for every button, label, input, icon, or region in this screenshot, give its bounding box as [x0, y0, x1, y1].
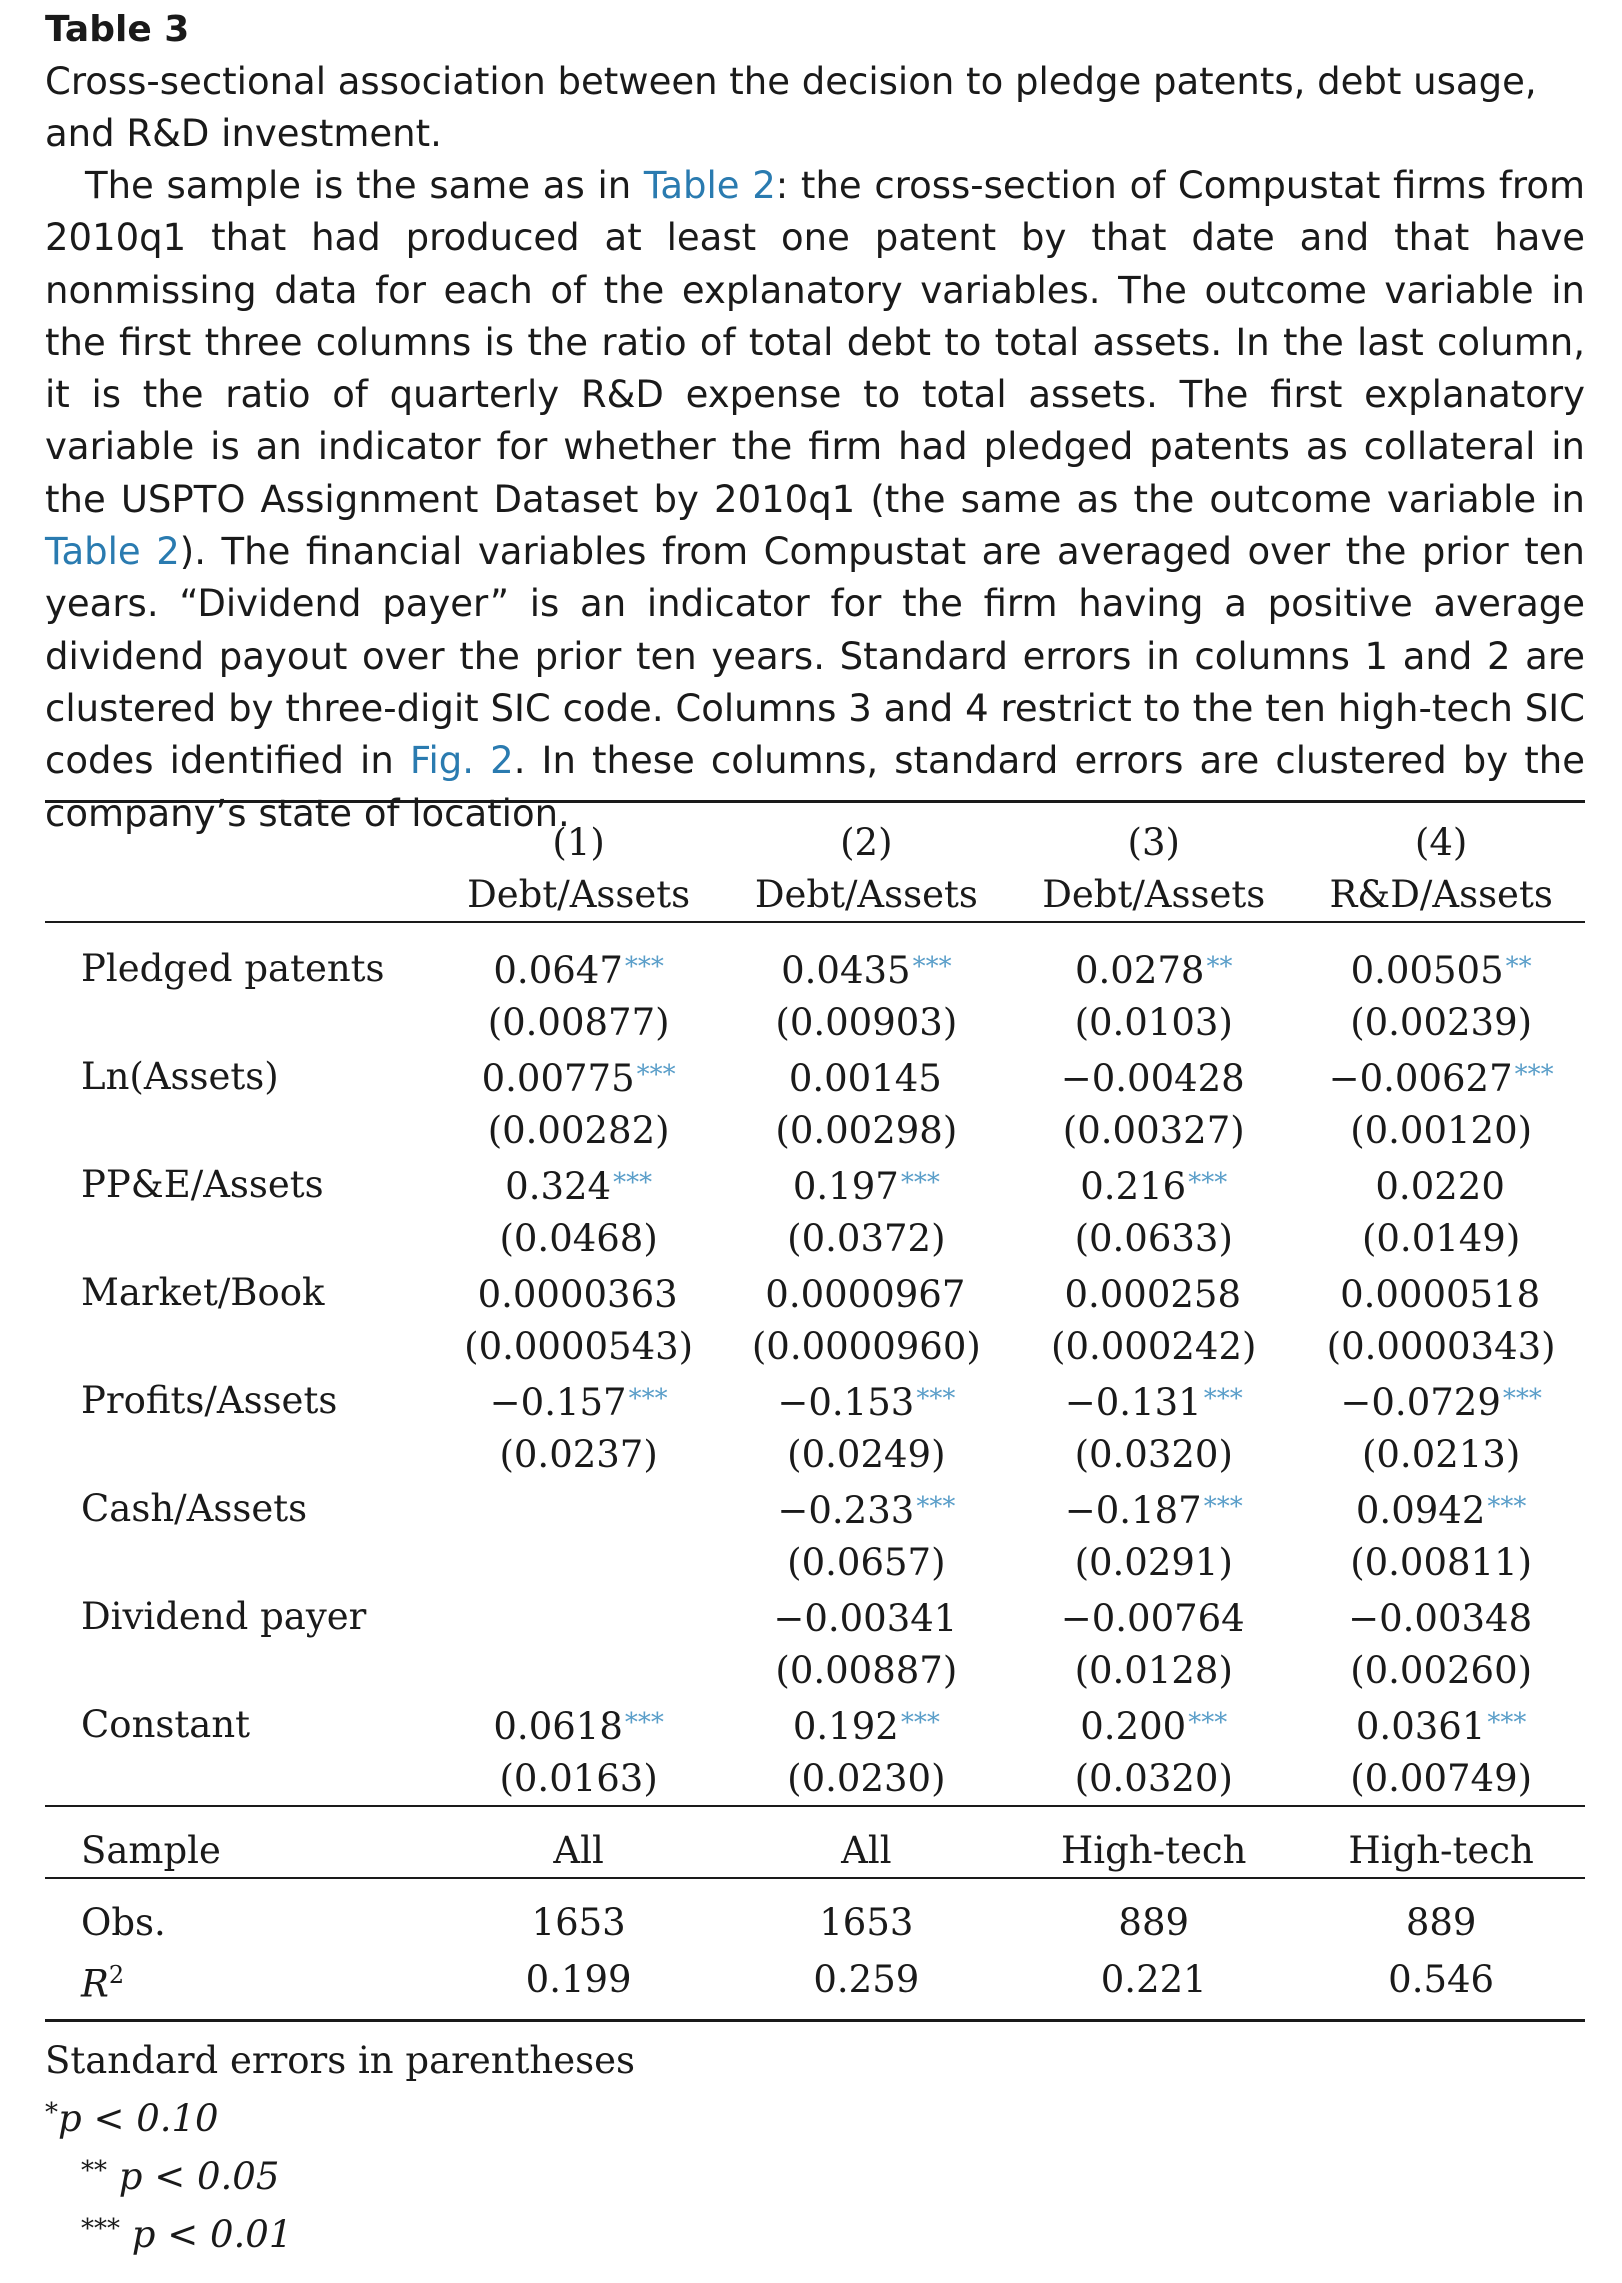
row-label: Market/Book — [81, 1271, 325, 1314]
coef-value: −0.00764 — [1060, 1597, 1245, 1640]
row-label: PP&E/Assets — [81, 1163, 324, 1206]
coef-value: 0.200 — [1080, 1705, 1187, 1748]
star-symbol: ** — [81, 2156, 107, 2186]
sig-text: p < 0.01 — [131, 2213, 293, 2256]
se-row — [45, 1753, 1585, 1806]
significance-stars: *** — [624, 1708, 664, 1738]
significance-stars: *** — [916, 1492, 956, 1522]
se-value: (0.0230) — [787, 1757, 946, 1800]
se-value: (0.0163) — [499, 1757, 658, 1800]
r2-label-sup: 2 — [108, 1961, 125, 1989]
coef-value: 0.0000967 — [765, 1273, 966, 1316]
coef-row — [45, 1157, 1585, 1213]
se-value: (0.00239) — [1350, 1001, 1533, 1044]
se-value: (0.0103) — [1074, 1001, 1233, 1044]
significance-stars: *** — [1188, 1708, 1228, 1738]
obs-value: 889 — [1405, 1901, 1477, 1944]
caption-text: : the cross-section of Compustat firms from 2010q1 that had produced at least one patent by that date and that have nonmissing data for each of the explanatory variables. The outcome variable in the first three columns is the ratio of total debt to total assets. In the last column, it is the ratio of quarterly R&D expense to total assets. The first explanatory variable is an indicator for whether the firm had pledged patents as collateral in the USPTO Assignment Dataset by 2010q1 (the same as the outcome variable in — [45, 164, 1585, 521]
se-row — [45, 1213, 1585, 1265]
significance-stars: *** — [916, 1384, 956, 1414]
coef-value: −0.00341 — [773, 1597, 958, 1640]
column-label-row — [45, 869, 1585, 922]
coef-value: −0.0729 — [1340, 1381, 1501, 1424]
coef-value: −0.00627 — [1328, 1057, 1513, 1100]
significance-stars: *** — [1487, 1492, 1527, 1522]
coef-row — [45, 941, 1585, 997]
coef-value: −0.153 — [777, 1381, 915, 1424]
coef-cell — [1297, 1157, 1585, 1213]
sample-value: High-tech — [1348, 1829, 1534, 1872]
se-row — [45, 1537, 1585, 1589]
coef-cell — [722, 1373, 1010, 1429]
significance-stars: *** — [1502, 1384, 1542, 1414]
coef-value: 0.0220 — [1375, 1165, 1505, 1208]
coef-cell — [1297, 1049, 1585, 1105]
significance-stars: *** — [628, 1384, 668, 1414]
coef-cell — [435, 1373, 723, 1429]
sig-text: p < 0.10 — [58, 2097, 219, 2140]
coef-value: 0.216 — [1080, 1165, 1187, 1208]
coef-value: 0.0278 — [1075, 949, 1205, 992]
se-value: (0.00811) — [1350, 1541, 1533, 1584]
coef-cell — [435, 1157, 723, 1213]
se-value: (0.0000343) — [1326, 1325, 1556, 1368]
sig-text: p < 0.05 — [118, 2155, 280, 2198]
se-value: (0.00298) — [775, 1109, 958, 1152]
coef-cell — [1010, 941, 1297, 997]
significance-stars: *** — [900, 1708, 940, 1738]
coef-cell — [1297, 1373, 1585, 1429]
se-value: (0.00260) — [1350, 1649, 1533, 1692]
table-2-link[interactable]: Table 2 — [45, 530, 180, 574]
coef-cell — [722, 941, 1010, 997]
significance-stars: *** — [900, 1168, 940, 1198]
caption-text: ). The financial variables from Compustat are averaged over the prior ten years. “Dividend payer” is an indicator for the firm having a positive average dividend payout over the prior ten years. Standard errors in columns 1 and 2 are clustered by three-digit SIC code. Columns 3 and 4 restrict to the ten high-tech SIC codes identified in — [45, 530, 1585, 783]
r2-value: 0.221 — [1100, 1957, 1207, 2001]
coef-cell — [435, 1265, 723, 1321]
r2-value: 0.199 — [525, 1957, 632, 2001]
se-value: (0.00120) — [1350, 1109, 1533, 1152]
column-label: R&D/Assets — [1329, 873, 1553, 916]
coef-cell — [1010, 1373, 1297, 1429]
r2-value: 0.259 — [813, 1957, 920, 2001]
table-label: Table 3 — [45, 9, 190, 50]
coef-row — [45, 1373, 1585, 1429]
column-number: (3) — [1127, 821, 1180, 864]
se-value: (0.0000960) — [751, 1325, 981, 1368]
se-value: (0.0372) — [787, 1217, 946, 1260]
coef-row — [45, 1481, 1585, 1537]
se-note: Standard errors in parentheses — [45, 2039, 636, 2082]
se-row — [45, 997, 1585, 1049]
star-symbol: * — [45, 2098, 58, 2128]
column-label: Debt/Assets — [754, 873, 978, 916]
se-value: (0.0128) — [1074, 1649, 1233, 1692]
column-label: Debt/Assets — [1042, 873, 1266, 916]
coef-value: 0.324 — [505, 1165, 612, 1208]
obs-row — [45, 1897, 1585, 1949]
coef-value: 0.197 — [792, 1165, 899, 1208]
coef-value: 0.00145 — [788, 1057, 942, 1100]
coef-cell — [435, 1589, 723, 1645]
coef-value: 0.0361 — [1355, 1705, 1486, 1748]
se-value: (0.0657) — [787, 1541, 946, 1584]
coef-value: −0.131 — [1064, 1381, 1202, 1424]
se-value: (0.00327) — [1062, 1109, 1245, 1152]
column-number: (1) — [552, 821, 605, 864]
significance-stars: *** — [613, 1168, 653, 1198]
se-row — [45, 1105, 1585, 1157]
row-label: Constant — [81, 1703, 251, 1746]
se-value: (0.0213) — [1361, 1433, 1521, 1476]
coef-cell — [1297, 1481, 1585, 1537]
se-value: (0.000242) — [1051, 1325, 1257, 1368]
coef-cell — [435, 1049, 723, 1105]
coef-value: 0.00505 — [1350, 949, 1504, 992]
coef-cell — [1010, 1589, 1297, 1645]
coef-value: 0.000258 — [1064, 1273, 1241, 1316]
se-value: (0.00903) — [775, 1001, 958, 1044]
coef-value: 0.0647 — [493, 949, 623, 992]
se-value: (0.0149) — [1361, 1217, 1521, 1260]
caption-text: . In these columns, standard errors are clustered by the company’s state of location. — [45, 739, 1586, 835]
coef-row — [45, 1589, 1585, 1645]
sample-value: High-tech — [1061, 1829, 1247, 1872]
coef-value: 0.0618 — [493, 1705, 623, 1748]
se-value — [435, 1537, 723, 1589]
coef-cell — [722, 1265, 1010, 1321]
sig-note-10 — [45, 2087, 635, 2145]
star-symbol: *** — [81, 2214, 120, 2244]
obs-value: 889 — [1118, 1901, 1190, 1944]
significance-stars: *** — [1514, 1060, 1554, 1090]
se-row — [45, 1429, 1585, 1481]
table-2-link[interactable]: Table 2 — [643, 164, 776, 207]
coef-value: 0.192 — [792, 1705, 899, 1748]
coef-value: 0.0435 — [781, 949, 911, 992]
coef-cell — [1297, 1589, 1585, 1645]
sample-value: All — [841, 1829, 892, 1872]
sample-value: All — [553, 1829, 604, 1872]
coef-row — [45, 1049, 1585, 1105]
significance-stars: *** — [912, 952, 952, 982]
column-number: (2) — [840, 821, 893, 864]
significance-stars: *** — [1188, 1168, 1228, 1198]
se-value: (0.0249) — [787, 1433, 946, 1476]
coef-cell — [722, 1481, 1010, 1537]
coef-cell — [722, 1049, 1010, 1105]
coef-cell — [722, 1157, 1010, 1213]
coef-value: −0.00348 — [1348, 1597, 1533, 1640]
se-value: (0.00749) — [1350, 1757, 1533, 1800]
coef-cell — [1010, 1157, 1297, 1213]
coef-value: 0.00775 — [481, 1057, 635, 1100]
column-number: (4) — [1414, 821, 1468, 864]
table-notes — [45, 2035, 635, 2261]
column-number-row — [45, 817, 1585, 869]
se-value: (0.0291) — [1074, 1541, 1233, 1584]
table-caption — [45, 0, 1585, 840]
row-label: Pledged patents — [81, 947, 385, 990]
coef-value: −0.233 — [777, 1489, 915, 1532]
caption-body — [45, 160, 1585, 840]
coef-cell — [1010, 1481, 1297, 1537]
coef-cell — [722, 1697, 1010, 1753]
se-value: (0.0000543) — [464, 1325, 694, 1368]
significance-stars: ** — [1206, 952, 1233, 982]
se-row — [45, 1645, 1585, 1697]
significance-stars: *** — [624, 952, 664, 982]
row-label: Sample — [81, 1829, 221, 1872]
significance-stars: *** — [1203, 1384, 1243, 1414]
r2-row — [45, 1949, 1585, 2010]
coef-value: 0.0000518 — [1340, 1273, 1541, 1316]
significance-stars: *** — [636, 1060, 676, 1090]
r2-value: 0.546 — [1388, 1957, 1495, 2001]
coef-value: −0.157 — [489, 1381, 627, 1424]
se-value: (0.0237) — [499, 1433, 658, 1476]
coef-cell — [435, 1481, 723, 1537]
sig-note-01 — [45, 2203, 635, 2261]
se-value: (0.0468) — [499, 1217, 658, 1260]
coef-value: −0.187 — [1064, 1489, 1202, 1532]
significance-stars: ** — [1505, 952, 1532, 982]
coef-row — [45, 1265, 1585, 1321]
table-title: Cross-sectional association between the decision to pledge patents, debt usage, and R&D investment. — [45, 60, 1537, 155]
coef-cell — [1297, 1697, 1585, 1753]
coef-value: 0.0942 — [1355, 1489, 1486, 1532]
se-value: (0.0320) — [1074, 1433, 1233, 1476]
se-value: (0.0633) — [1074, 1217, 1233, 1260]
coef-cell — [435, 1697, 723, 1753]
coef-cell — [722, 1589, 1010, 1645]
significance-stars: *** — [1203, 1492, 1243, 1522]
se-value: (0.00282) — [487, 1109, 670, 1152]
row-label: Ln(Assets) — [81, 1055, 279, 1098]
sig-note-05 — [45, 2145, 635, 2203]
coef-row — [45, 1697, 1585, 1753]
coef-cell — [1010, 1697, 1297, 1753]
coef-cell — [1010, 1265, 1297, 1321]
coef-cell — [1297, 1265, 1585, 1321]
sample-row — [45, 1825, 1585, 1878]
se-value: (0.00877) — [487, 1001, 670, 1044]
coef-value: 0.0000363 — [477, 1273, 678, 1316]
row-label: Obs. — [81, 1901, 166, 1944]
row-label: Profits/Assets — [81, 1379, 338, 1422]
caption-text: The sample is the same as in — [85, 164, 644, 207]
regression-table — [45, 800, 1585, 2024]
row-label: Cash/Assets — [81, 1487, 308, 1530]
fig-2-link[interactable]: Fig. 2 — [409, 739, 514, 783]
significance-stars: *** — [1487, 1708, 1527, 1738]
coef-cell — [1297, 941, 1585, 997]
obs-value: 1653 — [819, 1901, 914, 1944]
row-label: Dividend payer — [81, 1595, 367, 1638]
column-label: Debt/Assets — [467, 873, 691, 916]
r2-label: R — [81, 1962, 109, 2006]
se-value: (0.0320) — [1074, 1757, 1233, 1800]
se-value: (0.00887) — [775, 1649, 958, 1692]
obs-value: 1653 — [531, 1901, 626, 1944]
coef-value: −0.00428 — [1060, 1057, 1245, 1100]
row-label — [45, 1949, 435, 2010]
coef-cell — [1010, 1049, 1297, 1105]
coef-cell — [435, 941, 723, 997]
se-value — [435, 1645, 723, 1697]
se-row — [45, 1321, 1585, 1373]
